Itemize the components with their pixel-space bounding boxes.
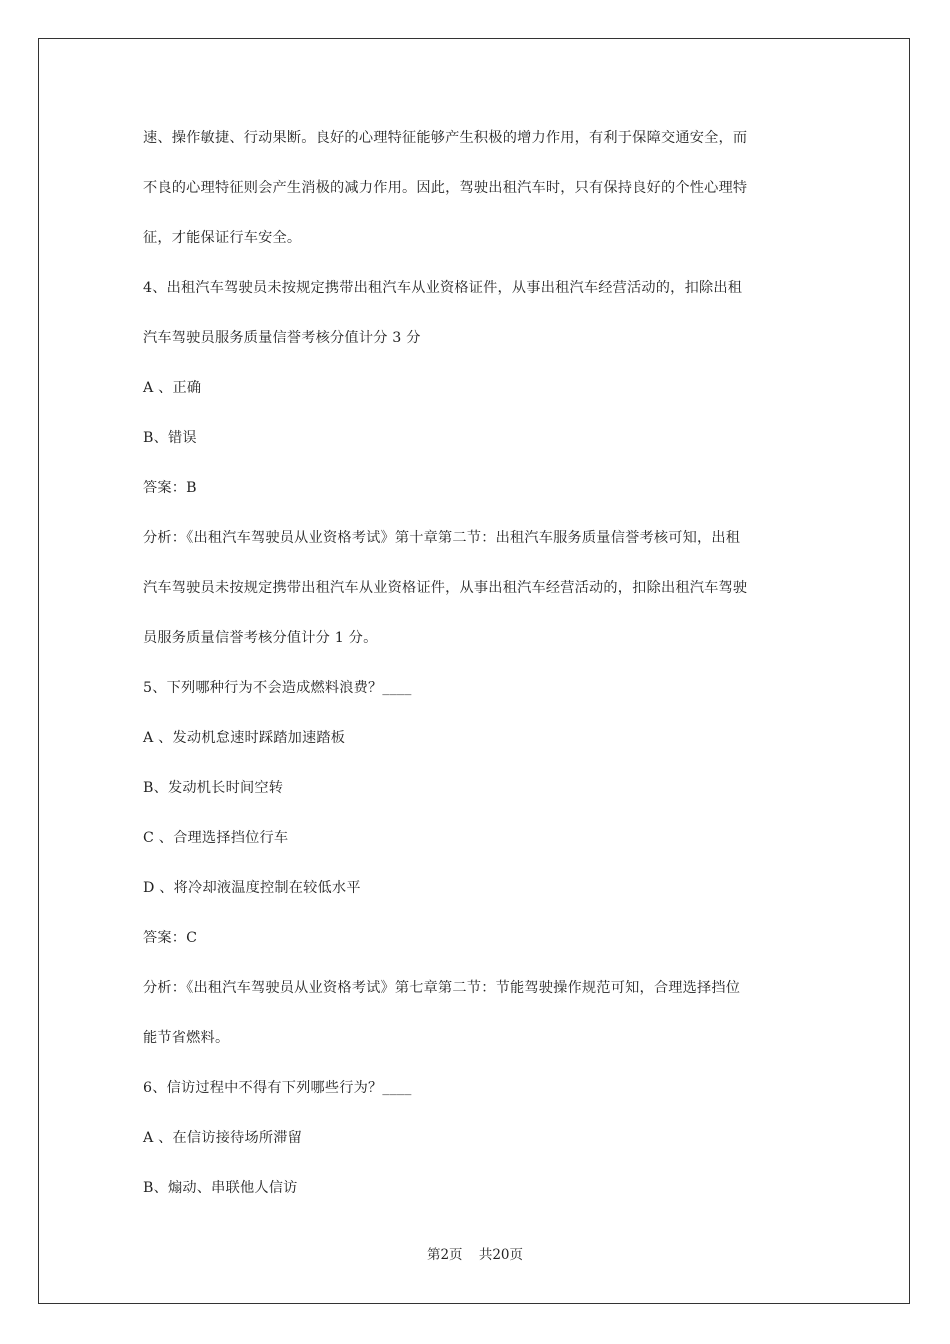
question-4: 4、出租汽车驾驶员未按规定携带出租汽车从业资格证件，从事出租汽车经营活动的，扣除出租: [143, 280, 743, 296]
answer: 答案：C: [143, 930, 198, 946]
option-a: A 、正确: [143, 380, 202, 396]
option-d: D 、将冷却液温度控制在较低水平: [143, 880, 361, 896]
option-b: B、发动机长时间空转: [143, 780, 284, 796]
option-a: A 、在信访接待场所滞留: [143, 1130, 303, 1146]
option-c: C 、合理选择挡位行车: [143, 830, 289, 846]
text-line: 能节省燃料。: [143, 1030, 230, 1046]
analysis: 分析：《出租汽车驾驶员从业资格考试》第十章第二节：出租汽车服务质量信誉考核可知，出租: [143, 530, 741, 546]
text-line: 汽车驾驶员未按规定携带出租汽车从业资格证件，从事出租汽车经营活动的，扣除出租汽车驾驶: [143, 580, 748, 596]
text-line: 员服务质量信誉考核分值计分 1 分。: [143, 630, 378, 646]
question-5: 5、下列哪种行为不会造成燃料浪费？____: [143, 680, 412, 696]
analysis: 分析：《出租汽车驾驶员从业资格考试》第七章第二节：节能驾驶操作规范可知，合理选择挡位: [143, 980, 741, 996]
option-b: B、煽动、串联他人信访: [143, 1180, 298, 1196]
text-line: 速、操作敏捷、行动果断。良好的心理特征能够产生积极的增力作用，有利于保障交通安全，而: [143, 130, 748, 146]
text-line: 汽车驾驶员服务质量信誉考核分值计分 3 分: [143, 330, 421, 346]
answer: 答案：B: [143, 480, 197, 496]
option-b: B、错误: [143, 430, 197, 446]
document-body: [143, 120, 823, 1220]
page-number: 第2页: [426, 1247, 463, 1263]
page-footer: [0, 1245, 950, 1265]
text-line: 征，才能保证行车安全。: [143, 230, 302, 246]
question-6: 6、信访过程中不得有下列哪些行为？____: [143, 1080, 412, 1096]
page-total: 共20页: [478, 1247, 524, 1263]
option-a: A 、发动机怠速时踩踏加速踏板: [143, 730, 346, 746]
text-line: 不良的心理特征则会产生消极的减力作用。因此，驾驶出租汽车时，只有保持良好的个性心理特: [143, 180, 748, 196]
